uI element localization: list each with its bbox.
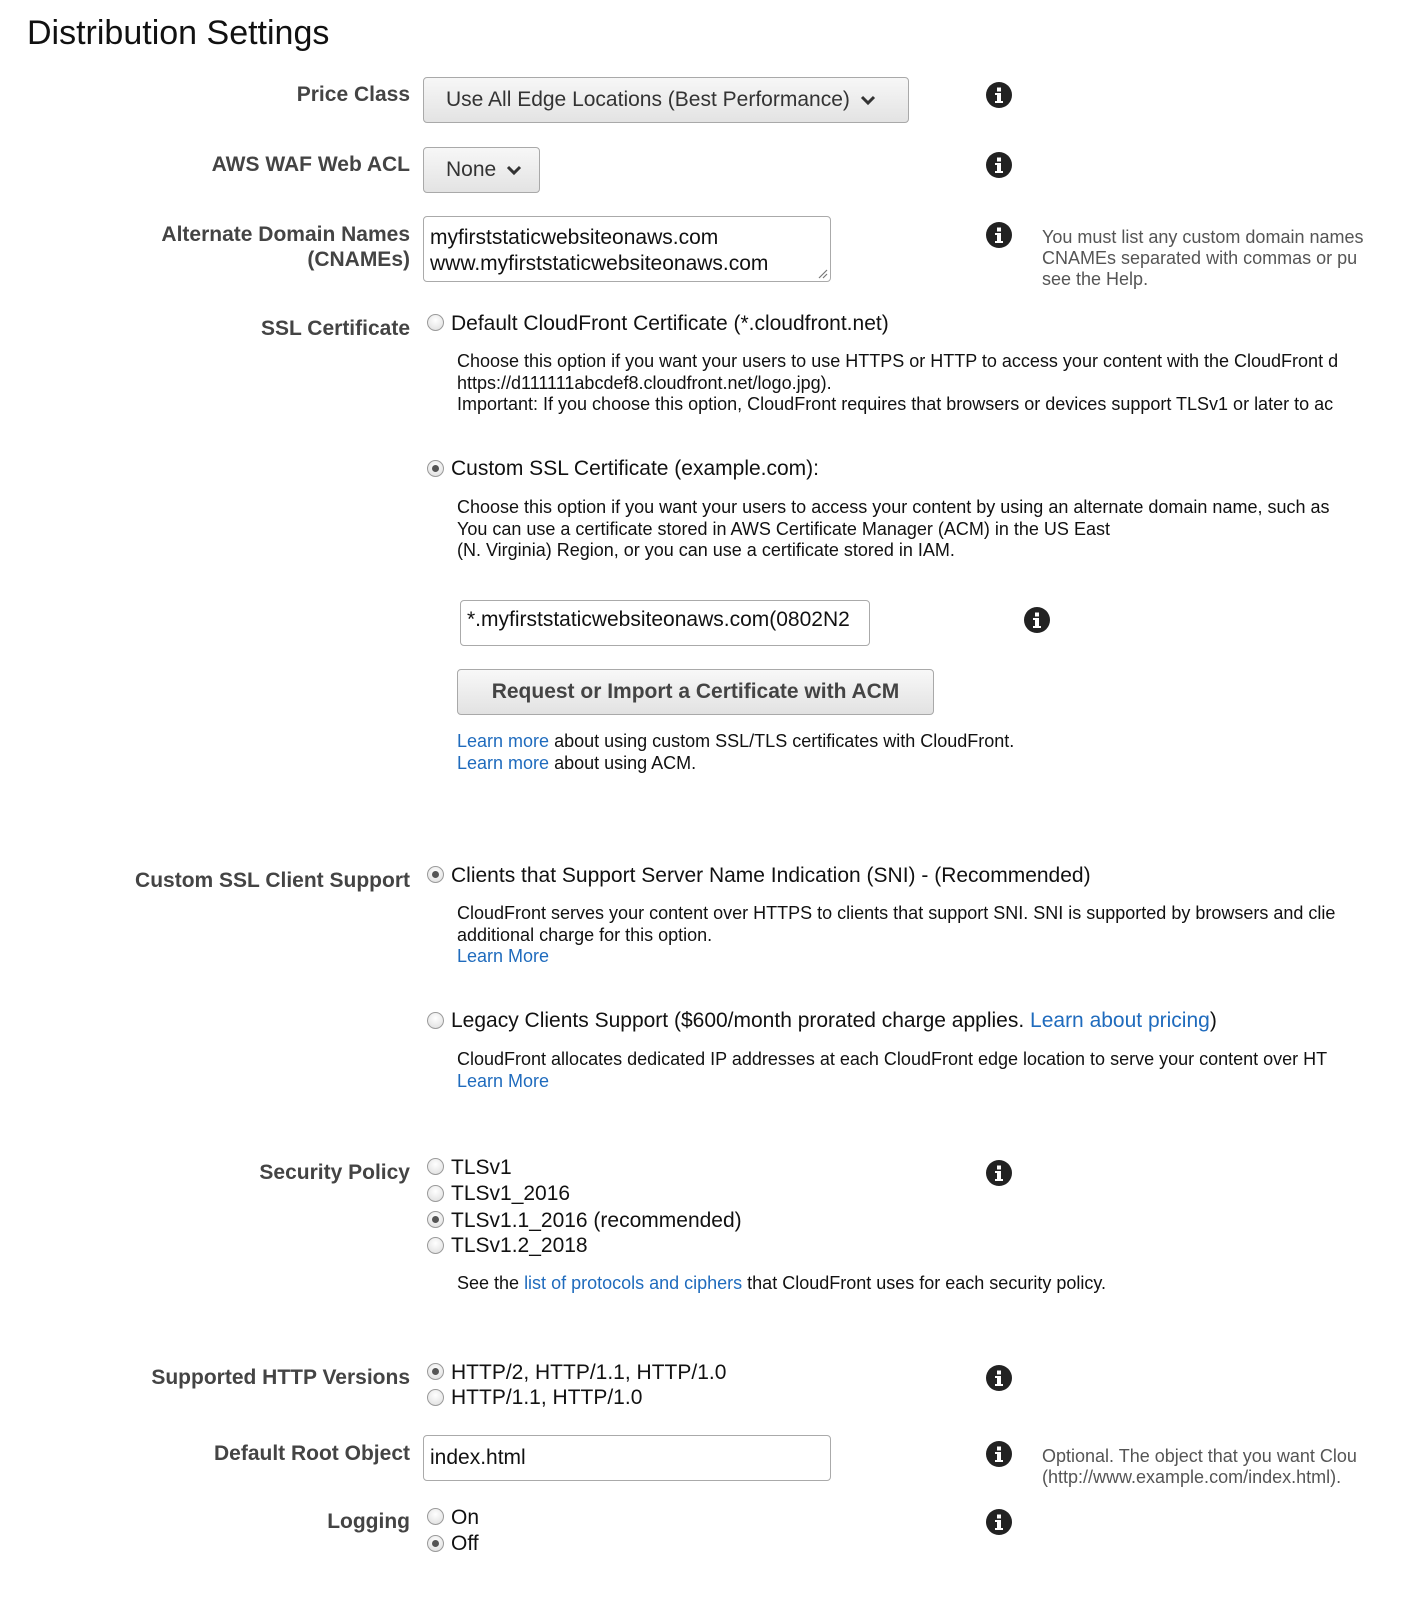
security-option-4: TLSv1.2_2018 bbox=[451, 1234, 588, 1257]
info-icon[interactable] bbox=[986, 1365, 1012, 1391]
legacy-option bbox=[451, 1008, 1217, 1034]
sni-desc-line2: additional charge for this option. bbox=[457, 924, 713, 945]
acm-learn-more-lines bbox=[457, 731, 1014, 774]
sni-description bbox=[457, 903, 1335, 968]
sni-radio[interactable] bbox=[427, 866, 444, 883]
http-versions-label: Supported HTTP Versions bbox=[151, 1366, 410, 1389]
client-support-label: Custom SSL Client Support bbox=[135, 869, 410, 892]
cnames-label bbox=[161, 222, 410, 272]
http-option-1: HTTP/2, HTTP/1.1, HTTP/1.0 bbox=[451, 1361, 727, 1384]
learn-more-text: about using custom SSL/TLS certificates with CloudFront. bbox=[549, 731, 1015, 751]
chevron-down-icon bbox=[506, 164, 522, 176]
logging-off-radio[interactable] bbox=[427, 1535, 444, 1552]
resize-handle-icon[interactable] bbox=[816, 267, 828, 279]
ssl-custom-radio[interactable] bbox=[427, 460, 444, 477]
info-icon[interactable] bbox=[986, 1509, 1012, 1535]
root-object-value: index.html bbox=[430, 1446, 526, 1469]
info-icon[interactable] bbox=[986, 222, 1012, 248]
waf-value: None bbox=[446, 158, 497, 181]
ssl-default-desc-line2: https://d111111abcdef8.cloudfront.net/logo.jpg). bbox=[457, 372, 832, 393]
price-class-value: Use All Edge Locations (Best Performance) bbox=[446, 88, 850, 111]
request-import-acm-button[interactable]: Request or Import a Certificate with ACM bbox=[457, 669, 934, 715]
cnames-label-line2: (CNAMEs) bbox=[307, 248, 410, 271]
note-prefix: See the bbox=[457, 1273, 525, 1293]
logging-on-radio[interactable] bbox=[427, 1508, 444, 1525]
http11-radio[interactable] bbox=[427, 1389, 444, 1406]
info-icon[interactable] bbox=[986, 1160, 1012, 1186]
info-icon[interactable] bbox=[1024, 607, 1050, 633]
learn-more-line-1 bbox=[457, 731, 1014, 753]
cnames-help-line3: see the Help. bbox=[1042, 269, 1149, 289]
certificate-value: *.myfirststaticwebsiteonaws.com(0802N2 bbox=[467, 608, 850, 631]
root-object-help-line1: Optional. The object that you want Clou bbox=[1042, 1446, 1357, 1466]
ssl-default-desc-line1: Choose this option if you want your users to use HTTPS or HTTP to access your content with the CloudFront d bbox=[457, 351, 1339, 371]
ssl-default-desc-line3: Important: If you choose this option, CloudFront requires that browsers or devices support TLSv1 or later to ac bbox=[457, 394, 1334, 414]
ssl-default-radio[interactable] bbox=[427, 314, 444, 331]
ssl-custom-desc-line3: (N. Virginia) Region, or you can use a certificate stored in IAM. bbox=[457, 540, 955, 560]
ssl-custom-description bbox=[457, 497, 1330, 562]
root-object-help-line2: (http://www.example.com/index.html). bbox=[1042, 1467, 1342, 1487]
certificate-input[interactable] bbox=[460, 600, 870, 646]
cnames-value-line2: www.myfirststaticwebsiteonaws.com bbox=[430, 252, 769, 275]
cnames-value-line1: myfirststaticwebsiteonaws.com bbox=[430, 226, 719, 249]
sni-learn-more-link[interactable]: Learn More bbox=[457, 946, 550, 966]
ssl-custom-desc-line1: Choose this option if you want your users to access your content by using an alternate domain name, such as bbox=[457, 497, 1330, 517]
info-icon[interactable] bbox=[986, 82, 1012, 108]
logging-option-on: On bbox=[451, 1506, 480, 1529]
cnames-help-line2: CNAMEs separated with commas or pu bbox=[1042, 248, 1358, 268]
logging-label: Logging bbox=[327, 1510, 410, 1533]
ssl-custom-desc-line2: You can use a certificate stored in AWS Certificate Manager (ACM) in the US East bbox=[457, 518, 1110, 539]
chevron-down-icon bbox=[860, 94, 876, 106]
sni-option: Clients that Support Server Name Indication (SNI) - (Recommended) bbox=[451, 864, 1091, 887]
cnames-label-line1: Alternate Domain Names bbox=[161, 223, 410, 246]
tlsv1-radio[interactable] bbox=[427, 1158, 444, 1175]
price-class-select[interactable] bbox=[423, 77, 909, 123]
waf-select[interactable] bbox=[423, 147, 540, 193]
legacy-radio[interactable] bbox=[427, 1012, 444, 1029]
note-suffix: that CloudFront uses for each security policy. bbox=[742, 1273, 1107, 1293]
root-object-help bbox=[1042, 1446, 1357, 1488]
cnames-textarea[interactable] bbox=[423, 216, 831, 282]
root-object-label: Default Root Object bbox=[213, 1442, 410, 1465]
ssl-custom-option: Custom SSL Certificate (example.com): bbox=[451, 457, 820, 480]
price-class-label: Price Class bbox=[296, 83, 410, 106]
legacy-description bbox=[457, 1049, 1327, 1092]
security-option-1: TLSv1 bbox=[451, 1156, 512, 1179]
ssl-certificate-label: SSL Certificate bbox=[261, 317, 410, 340]
page-title: Distribution Settings bbox=[27, 14, 330, 52]
security-policy-note bbox=[457, 1273, 1106, 1295]
root-object-input[interactable] bbox=[423, 1435, 831, 1481]
learn-more-link[interactable]: Learn more bbox=[457, 752, 550, 773]
ssl-default-description bbox=[457, 351, 1338, 416]
sni-desc-line1: CloudFront serves your content over HTTPS to clients that support SNI. SNI is supported by browsers and clie bbox=[457, 903, 1336, 923]
tlsv1-2016-radio[interactable] bbox=[427, 1185, 444, 1202]
legacy-option-suffix: ) bbox=[1209, 1009, 1217, 1032]
security-option-2: TLSv1_2016 bbox=[451, 1182, 571, 1205]
learn-more-text: about using ACM. bbox=[549, 752, 697, 773]
info-icon[interactable] bbox=[986, 1441, 1012, 1467]
legacy-desc-line: CloudFront allocates dedicated IP addresses at each CloudFront edge location to serve your content over HT bbox=[457, 1049, 1328, 1069]
security-policy-label: Security Policy bbox=[259, 1161, 410, 1184]
logging-option-off: Off bbox=[451, 1532, 479, 1555]
waf-label: AWS WAF Web ACL bbox=[211, 153, 410, 176]
learn-more-link[interactable]: Learn more bbox=[457, 731, 550, 751]
info-icon[interactable] bbox=[986, 152, 1012, 178]
http2-radio[interactable] bbox=[427, 1363, 444, 1380]
legacy-option-text: Legacy Clients Support ($600/month prorated charge applies. bbox=[451, 1009, 1031, 1032]
tlsv1-1-2016-radio[interactable] bbox=[427, 1211, 444, 1228]
learn-more-line-2 bbox=[457, 753, 1014, 775]
learn-about-pricing-link[interactable]: Learn about pricing bbox=[1030, 1009, 1210, 1032]
tlsv1-2-2018-radio[interactable] bbox=[427, 1237, 444, 1254]
cnames-help-line1: You must list any custom domain names bbox=[1042, 227, 1364, 247]
http-option-2: HTTP/1.1, HTTP/1.0 bbox=[451, 1386, 643, 1409]
protocols-ciphers-link[interactable]: list of protocols and ciphers bbox=[524, 1273, 743, 1293]
security-option-3: TLSv1.1_2016 (recommended) bbox=[451, 1209, 742, 1232]
ssl-default-option: Default CloudFront Certificate (*.cloudfront.net) bbox=[451, 312, 889, 335]
legacy-learn-more-link[interactable]: Learn More bbox=[457, 1070, 550, 1091]
cnames-help bbox=[1042, 227, 1364, 290]
